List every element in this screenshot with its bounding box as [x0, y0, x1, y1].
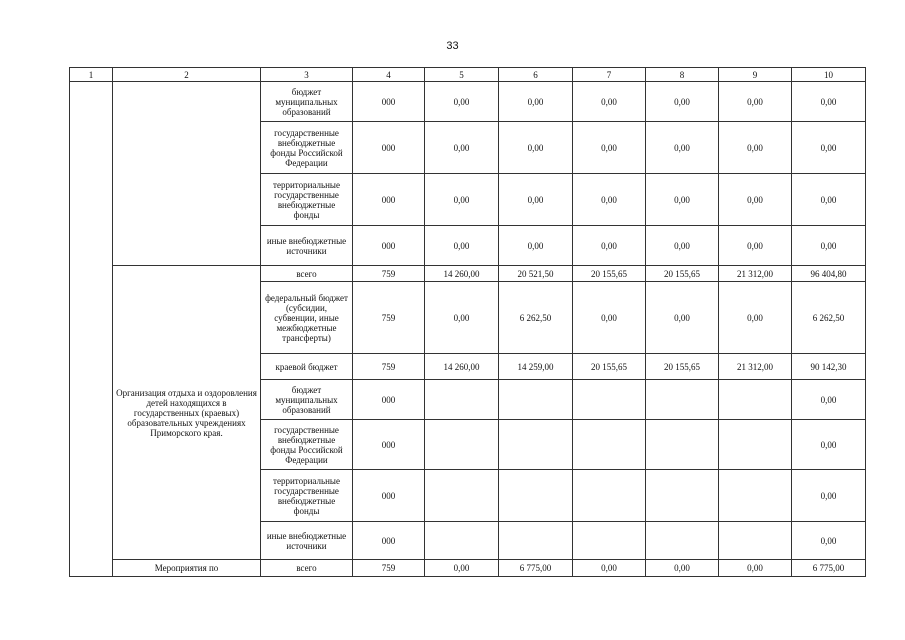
value-cell	[719, 380, 792, 420]
code-cell: 759	[353, 354, 425, 380]
value-cell: 14 260,00	[425, 354, 499, 380]
value-cell	[425, 420, 499, 470]
value-cell: 20 155,65	[573, 354, 646, 380]
source-cell: всего	[261, 266, 353, 282]
value-cell: 20 155,65	[646, 266, 719, 282]
source-cell: государственные внебюджетные фонды Российской Федерации	[261, 122, 353, 174]
value-cell: 6 262,50	[499, 282, 573, 354]
header-row	[70, 68, 866, 82]
value-cell	[646, 522, 719, 560]
table-row	[70, 266, 866, 282]
source-cell: иные внебюджетные источники	[261, 522, 353, 560]
source-cell: государственные внебюджетные фонды Российской Федерации	[261, 420, 353, 470]
value-cell	[573, 420, 646, 470]
value-cell: 20 155,65	[646, 354, 719, 380]
code-cell: 759	[353, 560, 425, 577]
header-cell: 2	[113, 68, 261, 82]
value-cell	[499, 470, 573, 522]
value-cell: 0,00	[425, 122, 499, 174]
value-cell	[646, 380, 719, 420]
value-cell: 0,00	[425, 82, 499, 122]
value-cell	[719, 522, 792, 560]
code-cell: 000	[353, 522, 425, 560]
value-cell	[499, 420, 573, 470]
value-cell: 0,00	[792, 470, 866, 522]
value-cell	[499, 380, 573, 420]
value-cell: 0,00	[646, 174, 719, 226]
value-cell: 0,00	[792, 82, 866, 122]
number-cell	[70, 82, 113, 577]
source-cell: иные внебюджетные источники	[261, 226, 353, 266]
source-cell: бюджет муниципальных образований	[261, 82, 353, 122]
value-cell: 0,00	[792, 522, 866, 560]
value-cell	[425, 470, 499, 522]
value-cell: 0,00	[719, 282, 792, 354]
source-cell: территориальные государственные внебюджетные фонды	[261, 470, 353, 522]
value-cell: 0,00	[646, 226, 719, 266]
value-cell: 96 404,80	[792, 266, 866, 282]
value-cell	[719, 420, 792, 470]
header-cell: 7	[573, 68, 646, 82]
code-cell: 000	[353, 122, 425, 174]
code-cell: 000	[353, 82, 425, 122]
value-cell	[646, 470, 719, 522]
value-cell: 0,00	[499, 174, 573, 226]
value-cell: 0,00	[792, 226, 866, 266]
value-cell: 0,00	[573, 82, 646, 122]
value-cell: 0,00	[573, 122, 646, 174]
value-cell: 14 259,00	[499, 354, 573, 380]
value-cell: 0,00	[499, 82, 573, 122]
value-cell	[719, 470, 792, 522]
value-cell: 0,00	[573, 226, 646, 266]
value-cell	[499, 522, 573, 560]
value-cell: 0,00	[573, 560, 646, 577]
value-cell: 14 260,00	[425, 266, 499, 282]
value-cell: 0,00	[425, 282, 499, 354]
value-cell: 0,00	[719, 82, 792, 122]
table-row	[70, 560, 866, 577]
header-cell: 3	[261, 68, 353, 82]
value-cell	[573, 470, 646, 522]
value-cell: 0,00	[792, 420, 866, 470]
value-cell: 6 262,50	[792, 282, 866, 354]
header-cell: 5	[425, 68, 499, 82]
value-cell: 6 775,00	[499, 560, 573, 577]
value-cell: 6 775,00	[792, 560, 866, 577]
value-cell: 0,00	[646, 122, 719, 174]
value-cell: 0,00	[573, 174, 646, 226]
value-cell: 0,00	[792, 174, 866, 226]
value-cell: 20 521,50	[499, 266, 573, 282]
code-cell: 000	[353, 470, 425, 522]
value-cell: 0,00	[425, 560, 499, 577]
value-cell: 20 155,65	[573, 266, 646, 282]
code-cell: 000	[353, 174, 425, 226]
value-cell: 0,00	[792, 122, 866, 174]
header-cell: 6	[499, 68, 573, 82]
activity-cell	[113, 82, 261, 266]
value-cell: 0,00	[792, 380, 866, 420]
header-cell: 8	[646, 68, 719, 82]
value-cell	[573, 522, 646, 560]
code-cell: 000	[353, 226, 425, 266]
header-cell: 9	[719, 68, 792, 82]
value-cell: 0,00	[719, 226, 792, 266]
value-cell: 0,00	[646, 560, 719, 577]
header-cell: 1	[70, 68, 113, 82]
value-cell: 0,00	[425, 226, 499, 266]
value-cell: 0,00	[499, 226, 573, 266]
value-cell: 0,00	[646, 282, 719, 354]
value-cell: 21 312,00	[719, 266, 792, 282]
source-cell: территориальные государственные внебюджетные фонды	[261, 174, 353, 226]
table-row	[70, 82, 866, 122]
value-cell: 0,00	[425, 174, 499, 226]
value-cell: 0,00	[719, 174, 792, 226]
value-cell: 21 312,00	[719, 354, 792, 380]
value-cell: 0,00	[646, 82, 719, 122]
source-cell: краевой бюджет	[261, 354, 353, 380]
source-cell: бюджет муниципальных образований	[261, 380, 353, 420]
header-cell: 4	[353, 68, 425, 82]
source-cell: всего	[261, 560, 353, 577]
value-cell	[646, 420, 719, 470]
budget-table	[69, 67, 866, 577]
source-cell: федеральный бюджет (субсидии, субвенции, иные межбюджетные трансферты)	[261, 282, 353, 354]
value-cell: 0,00	[719, 560, 792, 577]
activity-name: Мероприятия по	[113, 560, 261, 577]
value-cell	[425, 380, 499, 420]
value-cell	[573, 380, 646, 420]
code-cell: 759	[353, 282, 425, 354]
header-cell: 10	[792, 68, 866, 82]
page-number: 33	[446, 40, 459, 52]
code-cell: 000	[353, 420, 425, 470]
value-cell: 90 142,30	[792, 354, 866, 380]
activity-name: Организация отдыха и оздоровления детей находящихся в государственных (краевых) образовательных учреждениях Приморского края.	[113, 266, 261, 560]
value-cell: 0,00	[573, 282, 646, 354]
value-cell	[425, 522, 499, 560]
value-cell: 0,00	[719, 122, 792, 174]
value-cell: 0,00	[499, 122, 573, 174]
code-cell: 759	[353, 266, 425, 282]
code-cell: 000	[353, 380, 425, 420]
